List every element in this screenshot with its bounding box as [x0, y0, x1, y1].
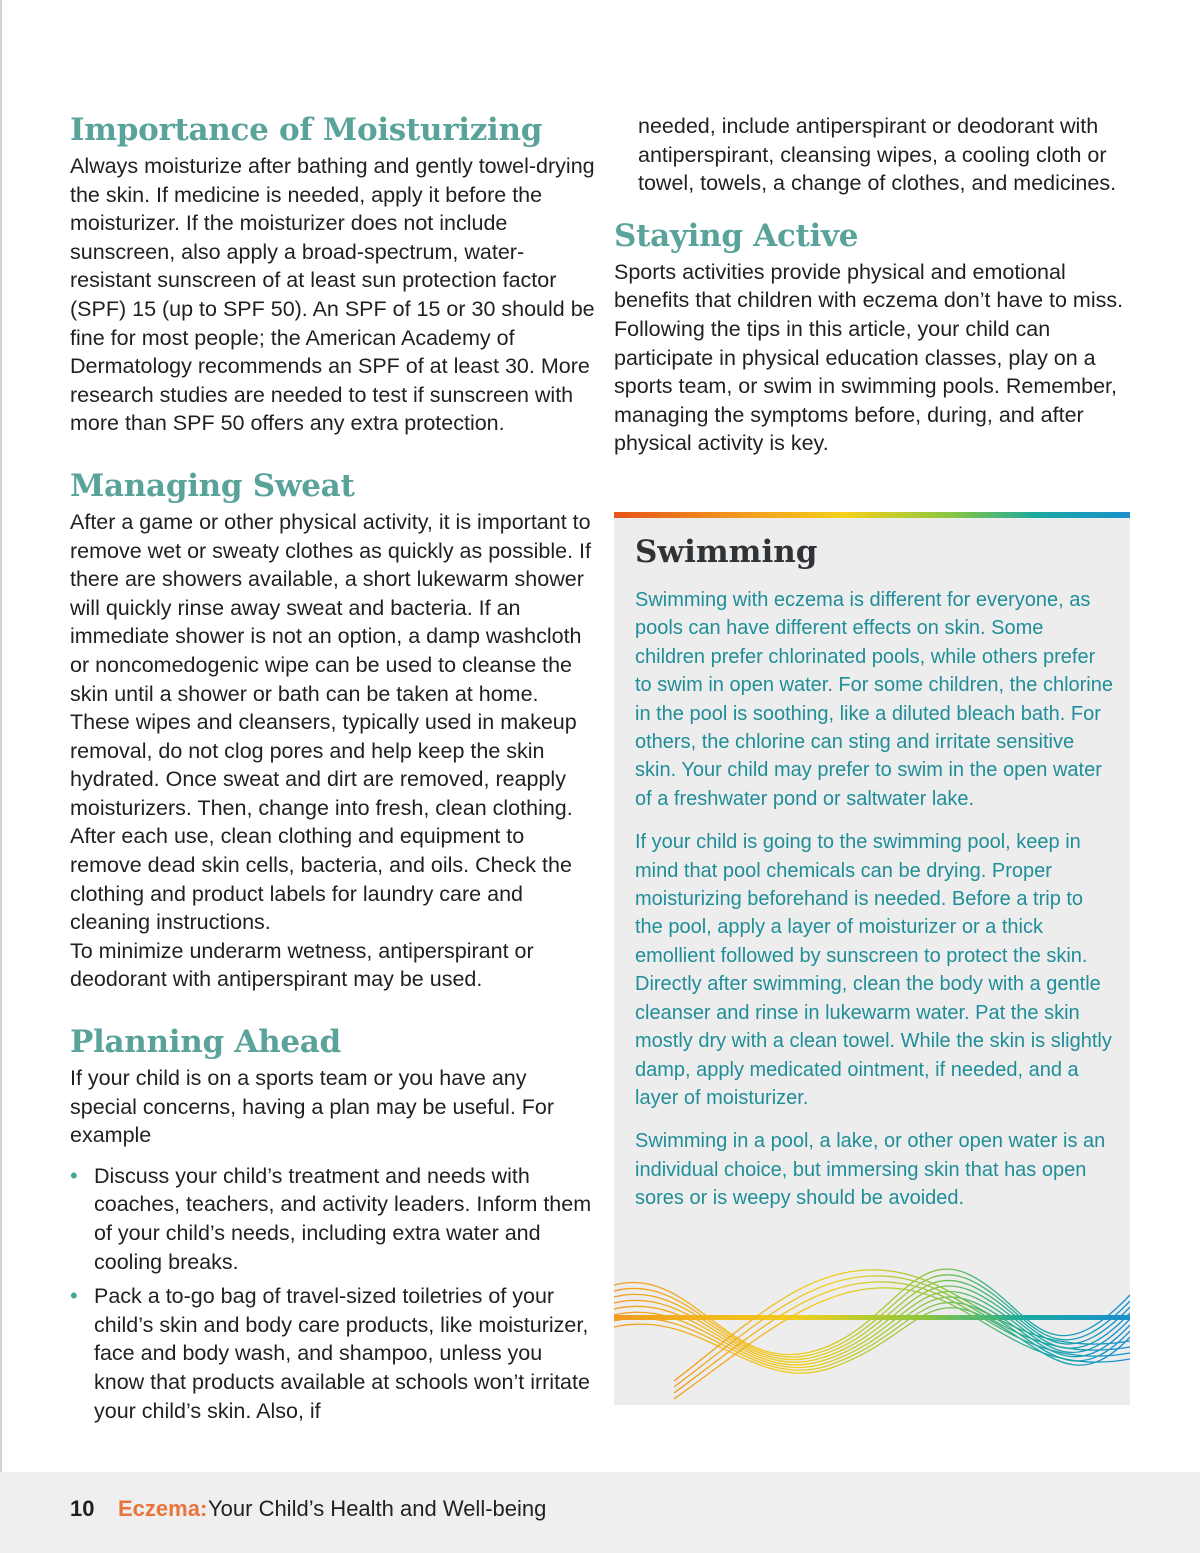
page-number: 10 [70, 1496, 95, 1521]
sweat-paragraph-2: To minimize underarm wetness, antiperspirant or deodorant with antiperspirant may be used. [70, 938, 534, 992]
moisturizing-heading: Importance of Moisturizing [70, 112, 543, 148]
right-column [614, 108, 1134, 458]
active-heading: Staying Active [614, 217, 859, 254]
bullet-icon: • [70, 1162, 78, 1188]
wave-decoration [614, 1267, 1130, 1405]
rainbow-bar [614, 512, 1130, 518]
swimming-sidebar [614, 512, 1130, 1405]
page-footer [0, 1472, 1200, 1553]
swimming-paragraph-2: If your child is going to the swimming pool, keep in mind that pool chemicals can be drying. Proper moisturizing beforehand is needed. Before a trip to the pool, apply a layer of moisturizer or a thick emollient followed by sunscreen to protect the skin. Directly after swimming, clean the body with a gentle cleanser and rinse in lukewarm water. Pat the skin mostly dry with a clean towel. While the skin is slightly damp, apply medicated ointment, if needed, and a layer of moisturizer. [635, 831, 1112, 1109]
list-item [70, 1162, 595, 1276]
list-item [70, 1282, 595, 1425]
sweat-paragraph-1: After a game or other physical activity, it is important to remove wet or sweaty clothes as quickly as possible. If there are showers available, a short lukewarm shower will quickly rinse away sweat and bacteria. If an immediate shower is not an option, a damp washcloth or noncomedogenic wipe can be used to cleanse the skin until a shower or bath can be taken at home. These wipes and cleansers, typically used in makeup removal, do not clog pores and help keep the skin hydrated. Once sweat and dirt are removed, reapply moisturizers. Then, change into fresh, clean clothing. After each use, clean clothing and equipment to remove dead skin cells, bacteria, and oils. Check the clothing and product labels for laundry care and cleaning instructions. [70, 509, 591, 935]
active-text: Sports activities provide physical and emotional benefits that children with eczema don’t have to miss. Following the tips in this article, your child can participate in physical education classes, play on a sports team, or swim in swimming pools. Remember, managing the symptoms before, during, and after physical activity is key. [614, 259, 1124, 456]
page-edge [0, 0, 2, 1472]
list-item-text: Pack a to-go bag of travel-sized toiletries of your child’s skin and body care products, like moisturizer, face and body wash, and shampoo, unless you know that products available at schools won’t irritate your child’s skin. Also, if [94, 1284, 590, 1423]
left-column [70, 108, 595, 1431]
swimming-heading: Swimming [635, 534, 818, 570]
swimming-paragraph-3: Swimming in a pool, a lake, or other open water is an individual choice, but immersing skin that has open sores or is weepy should be avoided. [635, 1130, 1106, 1210]
planning-heading: Planning Ahead [70, 1024, 341, 1061]
footer-subtitle: Your Child’s Health and Well-being [208, 1496, 547, 1521]
bullet-icon: • [70, 1283, 78, 1309]
footer-brand: Eczema: [118, 1496, 208, 1521]
list-item-text: Discuss your child’s treatment and needs with coaches, teachers, and activity leaders. Inform them of your child’s needs, including extra water and cooling breaks. [94, 1163, 592, 1274]
sweat-heading: Managing Sweat [70, 467, 355, 504]
moisturizing-text: Always moisturize after bathing and gently towel-drying the skin. If medicine is needed, apply it before the moisturizer. If the moisturizer does not include sunscreen, also apply a broad-spectrum, water-resistant sunscreen of at least sun protection factor (SPF) 15 (up to SPF 50). An SPF of 15 or 30 should be fine for most people; the American Academy of Dermatology recommends an SPF of at least 30. More research studies are needed to test if sunscreen with more than SPF 50 offers any extra protection. [70, 154, 595, 436]
planning-intro: If your child is on a sports team or you have any special concerns, having a plan may be useful. For example [70, 1066, 555, 1148]
swimming-paragraph-1: Swimming with eczema is different for everyone, as pools can have different effects on skin. Some children prefer chlorinated pools, while others prefer to swim in open water. For some children, the chlorine in the pool is soothing, like a diluted bleach bath. For others, the chlorine can sting and irritate sensitive skin. Your child may prefer to swim in the open water of a freshwater pond or saltwater lake. [635, 589, 1113, 810]
bullet-continuation: needed, include antiperspirant or deodorant with antiperspirant, cleansing wipes, a cooling cloth or towel, towels, a change of clothes, and medicines. [638, 114, 1117, 196]
planning-list [70, 1162, 595, 1425]
